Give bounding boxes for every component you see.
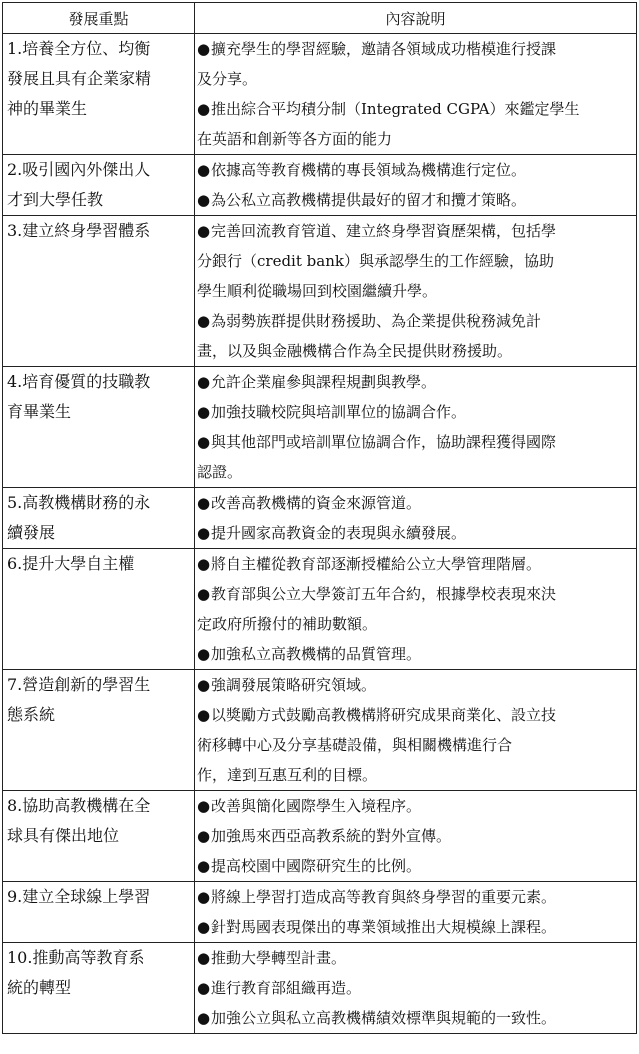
bullet-icon: ● xyxy=(197,312,211,330)
content-item xyxy=(197,216,634,306)
bullet-icon: ● xyxy=(197,524,211,542)
content-item xyxy=(197,155,634,185)
content-item xyxy=(197,427,634,487)
content-cell xyxy=(195,488,637,549)
content-line xyxy=(197,155,634,185)
table-header-row xyxy=(3,3,637,34)
content-item xyxy=(197,94,634,154)
focus-cell xyxy=(3,882,195,943)
table-row xyxy=(3,488,637,549)
focus-cell xyxy=(3,216,195,367)
content-line xyxy=(197,216,634,246)
content-line xyxy=(197,124,634,154)
content-line xyxy=(197,791,634,821)
focus-line: 態系統 xyxy=(7,705,56,724)
content-item xyxy=(197,488,634,518)
content-text: 加強公立與私立高教機構績效標準與規範的一致性。 xyxy=(211,1009,557,1027)
content-text: 以獎勵方式鼓勵高教機構將研究成果商業化、設立技 xyxy=(211,706,557,724)
content-text: 推動大學轉型計畫。 xyxy=(211,949,347,967)
content-text: 畫，以及與金融機構合作為全民提供財務援助。 xyxy=(197,342,513,360)
content-cell xyxy=(195,670,637,791)
bullet-icon: ● xyxy=(197,797,211,815)
content-line xyxy=(197,730,634,760)
content-line xyxy=(197,549,634,579)
table-row xyxy=(3,670,637,791)
focus-line: 統的轉型 xyxy=(7,978,72,997)
content-line xyxy=(197,185,634,215)
content-item xyxy=(197,367,634,397)
content-line xyxy=(197,639,634,669)
bullet-icon: ● xyxy=(197,433,211,451)
content-line xyxy=(197,851,634,881)
table-row xyxy=(3,34,637,155)
content-text: 擴充學生的學習經驗，邀請各領域成功楷模進行授課 xyxy=(211,40,557,58)
bullet-icon: ● xyxy=(197,222,211,240)
content-item xyxy=(197,34,634,94)
content-text: 及分享。 xyxy=(197,70,258,88)
focus-line: 才到大學任教 xyxy=(7,190,104,209)
content-line xyxy=(197,246,634,276)
focus-line: 2.吸引國內外傑出人 xyxy=(7,160,151,179)
content-text: 加強技職校院與培訓單位的協調合作。 xyxy=(211,403,467,421)
content-text: 改善高教機構的資金來源管道。 xyxy=(211,494,422,512)
bullet-icon: ● xyxy=(197,888,211,906)
content-text: 定政府所撥付的補助數額。 xyxy=(197,615,378,633)
content-cell xyxy=(195,943,637,1034)
content-line xyxy=(197,973,634,1003)
bullet-icon: ● xyxy=(197,827,211,845)
content-text: 加強私立高教機構的品質管理。 xyxy=(211,645,422,663)
content-line xyxy=(197,912,634,942)
focus-cell xyxy=(3,34,195,155)
focus-cell xyxy=(3,791,195,882)
content-line xyxy=(197,427,634,457)
content-cell xyxy=(195,549,637,670)
content-line xyxy=(197,518,634,548)
content-line xyxy=(197,609,634,639)
content-text: 進行教育部組織再造。 xyxy=(211,979,362,997)
content-text: 依據高等教育機構的專長領域為機構進行定位。 xyxy=(211,161,527,179)
focus-cell xyxy=(3,943,195,1034)
focus-line: 10.推動高等教育系 xyxy=(7,948,145,967)
content-line xyxy=(197,943,634,973)
content-text: 將自主權從教育部逐漸授權給公立大學管理階層。 xyxy=(211,555,542,573)
content-text: 為弱勢族群提供財務援助、為企業提供稅務減免計 xyxy=(211,312,542,330)
content-text: 允許企業雇參與課程規劃與教學。 xyxy=(211,373,437,391)
content-item xyxy=(197,821,634,851)
bullet-icon: ● xyxy=(197,676,211,694)
table-row xyxy=(3,882,637,943)
focus-line: 5.高教機構財務的永 xyxy=(7,493,151,512)
content-line xyxy=(197,457,634,487)
table-row xyxy=(3,155,637,216)
bullet-icon: ● xyxy=(197,645,211,663)
table-row xyxy=(3,549,637,670)
bullet-icon: ● xyxy=(197,706,211,724)
content-line xyxy=(197,367,634,397)
bullet-icon: ● xyxy=(197,191,211,209)
content-item xyxy=(197,185,634,215)
bullet-icon: ● xyxy=(197,949,211,967)
content-cell xyxy=(195,216,637,367)
content-line xyxy=(197,488,634,518)
content-line xyxy=(197,336,634,366)
content-item xyxy=(197,882,634,912)
table-row xyxy=(3,216,637,367)
content-text: 針對馬國表現傑出的專業領域推出大規模線上課程。 xyxy=(211,918,557,936)
content-text: 術移轉中心及分享基礎設備，與相關機構進行合 xyxy=(197,736,513,754)
content-item xyxy=(197,639,634,669)
bullet-icon: ● xyxy=(197,494,211,512)
content-item xyxy=(197,1003,634,1033)
focus-line: 續發展 xyxy=(7,523,56,542)
bullet-icon: ● xyxy=(197,40,211,58)
bullet-icon: ● xyxy=(197,403,211,421)
bullet-icon: ● xyxy=(197,100,211,118)
content-text: 與其他部門或培訓單位協調合作，協助課程獲得國際 xyxy=(211,433,557,451)
focus-cell xyxy=(3,367,195,488)
content-line xyxy=(197,276,634,306)
content-item xyxy=(197,973,634,1003)
content-line xyxy=(197,306,634,336)
header-content: 內容說明 xyxy=(195,3,637,34)
focus-cell xyxy=(3,549,195,670)
content-line xyxy=(197,821,634,851)
content-text: 學生順利從職場回到校園繼續升學。 xyxy=(197,282,438,300)
bullet-icon: ● xyxy=(197,918,211,936)
focus-line: 育畢業生 xyxy=(7,402,72,421)
focus-line: 6.提升大學自主權 xyxy=(7,554,135,573)
table-body xyxy=(3,34,637,1034)
content-text: 分銀行（credit bank）與承認學生的工作經驗，協助 xyxy=(197,252,554,270)
bullet-icon: ● xyxy=(197,555,211,573)
content-item xyxy=(197,579,634,639)
table-row xyxy=(3,943,637,1034)
content-item xyxy=(197,397,634,427)
content-text: 提升國家高教資金的表現與永續發展。 xyxy=(211,524,467,542)
content-item xyxy=(197,943,634,973)
content-item xyxy=(197,670,634,700)
content-text: 改善與簡化國際學生入境程序。 xyxy=(211,797,422,815)
content-line xyxy=(197,34,634,64)
bullet-icon: ● xyxy=(197,161,211,179)
focus-cell xyxy=(3,670,195,791)
content-line xyxy=(197,579,634,609)
content-text: 推出綜合平均積分制（Integrated CGPA）來鑑定學生 xyxy=(211,100,580,118)
content-text: 加強馬來西亞高教系統的對外宣傳。 xyxy=(211,827,452,845)
content-item xyxy=(197,306,634,366)
content-text: 提高校園中國際研究生的比例。 xyxy=(211,857,422,875)
focus-cell xyxy=(3,488,195,549)
table-row xyxy=(3,791,637,882)
content-cell xyxy=(195,367,637,488)
focus-line: 9.建立全球線上學習 xyxy=(7,887,151,906)
content-item xyxy=(197,912,634,942)
bullet-icon: ● xyxy=(197,1009,211,1027)
content-cell xyxy=(195,34,637,155)
content-cell xyxy=(195,882,637,943)
content-line xyxy=(197,700,634,730)
table-row xyxy=(3,367,637,488)
header-focus: 發展重點 xyxy=(3,3,195,34)
content-text: 在英語和創新等各方面的能力 xyxy=(197,130,393,148)
focus-cell xyxy=(3,155,195,216)
bullet-icon: ● xyxy=(197,857,211,875)
focus-line: 8.協助高教機構在全 xyxy=(7,796,151,815)
content-text: 為公私立高教機構提供最好的留才和攬才策略。 xyxy=(211,191,527,209)
content-text: 作，達到互惠互利的目標。 xyxy=(197,766,378,784)
content-line xyxy=(197,760,634,790)
bullet-icon: ● xyxy=(197,373,211,391)
development-focus-table xyxy=(2,2,637,1034)
focus-line: 4.培育優質的技職教 xyxy=(7,372,151,391)
content-line xyxy=(197,397,634,427)
content-line xyxy=(197,64,634,94)
content-item xyxy=(197,851,634,881)
bullet-icon: ● xyxy=(197,979,211,997)
focus-line: 球具有傑出地位 xyxy=(7,826,120,845)
focus-line: 神的畢業生 xyxy=(7,99,88,118)
content-item xyxy=(197,791,634,821)
content-line xyxy=(197,1003,634,1033)
content-line xyxy=(197,94,634,124)
content-cell xyxy=(195,791,637,882)
content-cell xyxy=(195,155,637,216)
bullet-icon: ● xyxy=(197,585,211,603)
content-item xyxy=(197,518,634,548)
content-text: 教育部與公立大學簽訂五年合約，根據學校表現來決 xyxy=(211,585,557,603)
content-item xyxy=(197,700,634,790)
focus-line: 1.培養全方位、均衡 xyxy=(7,39,151,58)
focus-line: 3.建立終身學習體系 xyxy=(7,221,151,240)
content-line xyxy=(197,670,634,700)
content-item xyxy=(197,549,634,579)
focus-line: 7.營造創新的學習生 xyxy=(7,675,151,694)
content-text: 完善回流教育管道、建立終身學習資歷架構，包括學 xyxy=(211,222,557,240)
content-line xyxy=(197,882,634,912)
focus-line: 發展且具有企業家精 xyxy=(7,69,152,88)
content-text: 認證。 xyxy=(197,463,243,481)
content-text: 將線上學習打造成高等教育與終身學習的重要元素。 xyxy=(211,888,557,906)
content-text: 強調發展策略研究領域。 xyxy=(211,676,377,694)
